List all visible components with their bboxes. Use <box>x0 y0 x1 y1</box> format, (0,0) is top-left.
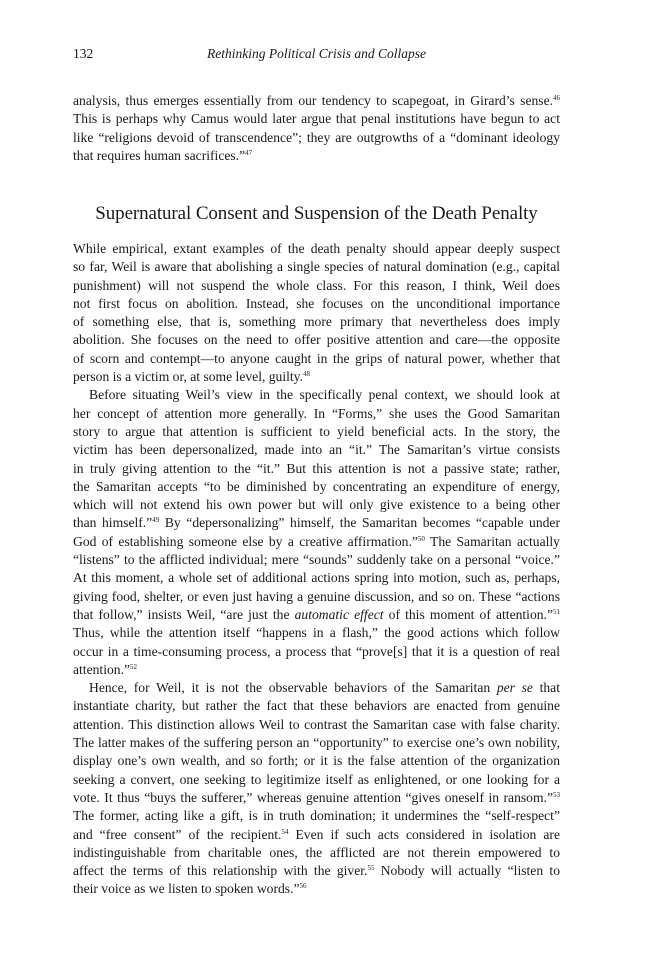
text-segment: her concept of attention more generally. In “Forms,” she uses the Good Samaritan <box>73 405 560 421</box>
text-line <box>73 496 560 514</box>
text-segment: display one’s own wealth, and so forth; or it is the false attention of the organization <box>73 753 560 769</box>
text-line <box>73 386 560 404</box>
page-header <box>73 46 560 66</box>
text-segment: Nobody will actually “listen to <box>374 863 560 879</box>
text-line <box>73 826 560 844</box>
text-line <box>73 129 560 147</box>
text-line <box>73 423 560 441</box>
emphasis-text: per se <box>496 680 533 696</box>
text-line <box>73 240 560 258</box>
text-segment: that <box>532 680 560 696</box>
text-segment: the Samaritan accepts “to be diminished by concentrating an expenditure of energy, <box>73 478 560 494</box>
text-segment: their voice as we listen to spoken words.” <box>73 881 300 897</box>
text-segment: “listens” to the afflicted individual; mere “sounds” suddenly take on a personal “voice.” <box>73 552 560 568</box>
text-line <box>73 807 560 825</box>
text-segment: punishment) will not suspend the whole class. For this reason, I think, Weil does <box>73 277 560 293</box>
text-segment: not first focus on abolition. Instead, she focuses on the unconditional importance <box>73 295 560 311</box>
text-line <box>73 514 560 532</box>
paragraph-3 <box>73 679 560 899</box>
text-line <box>73 569 560 587</box>
text-segment: Hence, for Weil, it is not the observable behaviors of the Samaritan <box>89 680 497 696</box>
footnote-ref: 49 <box>152 516 160 525</box>
text-segment: person is a victim or, at some level, guilty. <box>73 369 303 385</box>
text-segment: The former, acting like a gift, is in truth domination; it undermines the “self-respect” <box>73 808 560 824</box>
footnote-ref: 50 <box>417 534 425 543</box>
text-line <box>73 716 560 734</box>
text-segment: affect the terms of this relationship with the giver. <box>73 863 368 879</box>
text-segment: and “free consent” of the recipient. <box>73 826 282 842</box>
text-segment: Even if such acts considered in isolation are <box>288 826 560 842</box>
text-segment: The Samaritan actually <box>424 533 560 549</box>
text-segment: that requires human sacrifices.” <box>73 147 246 163</box>
text-segment: While empirical, extant examples of the death penalty should appear deeply suspect <box>73 241 560 256</box>
footnote-ref: 54 <box>281 827 289 836</box>
text-line <box>73 331 560 349</box>
text-segment: which will not extend his own power but will only give existence to a being other <box>73 497 560 513</box>
text-segment: The latter makes of the suffering person an “opportunity” to exercise one’s own nobility, <box>73 735 560 751</box>
text-line <box>73 734 560 752</box>
footnote-ref: 55 <box>367 864 375 873</box>
footnote-ref: 46 <box>553 94 560 102</box>
text-line <box>73 110 560 128</box>
text-segment: abolition. She focuses on the need to offer positive attention and care—the opposite <box>73 332 560 348</box>
text-segment: Thus, while the attention itself “happens in a flash,” the good actions which follow <box>73 625 560 641</box>
text-line <box>73 606 560 624</box>
text-segment: of something else, that is, something more primary that nevertheless does imply <box>73 314 560 330</box>
text-segment: in truly giving attention to the “it.” But this attention is not a passive state; rather, <box>73 460 560 476</box>
text-line <box>73 551 560 569</box>
text-line <box>73 844 560 862</box>
footnote-ref: 47 <box>245 148 253 157</box>
text-line <box>73 405 560 423</box>
footnote-ref: 52 <box>130 662 137 671</box>
text-line <box>73 862 560 880</box>
paragraph-2 <box>73 386 560 679</box>
text-segment: analysis, thus emerges essentially from our tendency to scapegoat, in Girard’s sense. <box>73 93 553 108</box>
emphasis-text: automatic effect <box>294 606 384 622</box>
text-segment: seeking a convert, one seeking to legitimize itself as enlightened, or one looking for a <box>73 771 560 787</box>
text-segment: than himself.” <box>73 515 153 531</box>
text-line <box>73 789 560 807</box>
section-heading: Supernatural Consent and Suspension of the Death Penalty <box>95 203 538 224</box>
text-segment: indistinguishable from charitable ones, the afflicted are not therein empowered to <box>73 844 560 860</box>
text-segment: like “religions devoid of transcendence”; they are outgrowths of a “dominant ideology <box>73 129 560 145</box>
text-line <box>73 92 560 110</box>
text-line <box>73 643 560 661</box>
text-segment: victim has been depersonalized, made into an “it.” The Samaritan’s virtue consists <box>73 442 560 458</box>
text-segment: story to argue that attention is sufficient to yield beneficial acts. In the story, the <box>73 423 560 439</box>
top-paragraph <box>73 92 560 165</box>
text-line <box>73 460 560 478</box>
text-line <box>73 313 560 331</box>
text-segment: At this moment, a whole set of additional actions spring into motion, such as, perhaps, <box>73 570 560 586</box>
text-segment: of scorn and contempt—to anyone caught in the grips of natural power, whether that <box>73 350 560 366</box>
text-segment: giving food, shelter, or even just having a genuine discussion, and so on. These “actions <box>73 588 560 604</box>
text-segment: This is perhaps why Camus would later argue that penal institutions have begun to act <box>73 111 560 127</box>
text-line <box>73 277 560 295</box>
text-segment: so far, Weil is aware that abolishing a single species of natural domination (e.g., capital <box>73 259 560 275</box>
text-segment: God of establishing someone else by a creative affirmation.” <box>73 533 418 549</box>
text-line <box>73 147 560 165</box>
footnote-ref: 51 <box>552 607 560 616</box>
text-line <box>73 880 560 898</box>
footnote-ref: 48 <box>303 370 310 379</box>
text-segment: occur in a time-consuming process, a process that “prove[s] that it is a question of real <box>73 643 560 659</box>
text-line <box>73 441 560 459</box>
text-line <box>73 533 560 551</box>
text-line <box>73 771 560 789</box>
text-segment: By “depersonalizing” himself, the Samaritan becomes “capable under <box>159 515 560 531</box>
footnote-ref: 53 <box>553 790 560 799</box>
text-segment: that follow,” insists Weil, “are just the <box>73 606 295 622</box>
text-line <box>73 697 560 715</box>
text-segment: Before situating Weil’s view in the specifically penal context, we should look at <box>89 387 560 403</box>
paragraph-1 <box>73 240 560 386</box>
text-line <box>73 679 560 697</box>
text-line <box>73 350 560 368</box>
text-segment: vote. It thus “buys the sufferer,” whereas genuine attention “gives oneself in ransom.” <box>73 789 553 805</box>
text-line <box>73 258 560 276</box>
text-segment: of this moment of attention.” <box>383 606 553 622</box>
text-line <box>73 624 560 642</box>
text-segment: attention. This distinction allows Weil to contrast the Samaritan case with false charity. <box>73 716 560 732</box>
page-number: 132 <box>73 46 94 61</box>
text-line <box>73 368 560 386</box>
text-segment: instantiate charity, but rather the fact that these behaviors are enacted from genuine <box>73 698 560 714</box>
running-title: Rethinking Political Crisis and Collapse <box>207 46 426 61</box>
text-line <box>73 478 560 496</box>
text-line <box>73 661 560 679</box>
footnote-ref: 56 <box>299 882 307 891</box>
text-segment: attention.” <box>73 661 130 677</box>
text-line <box>73 752 560 770</box>
text-line <box>73 295 560 313</box>
text-line <box>73 588 560 606</box>
